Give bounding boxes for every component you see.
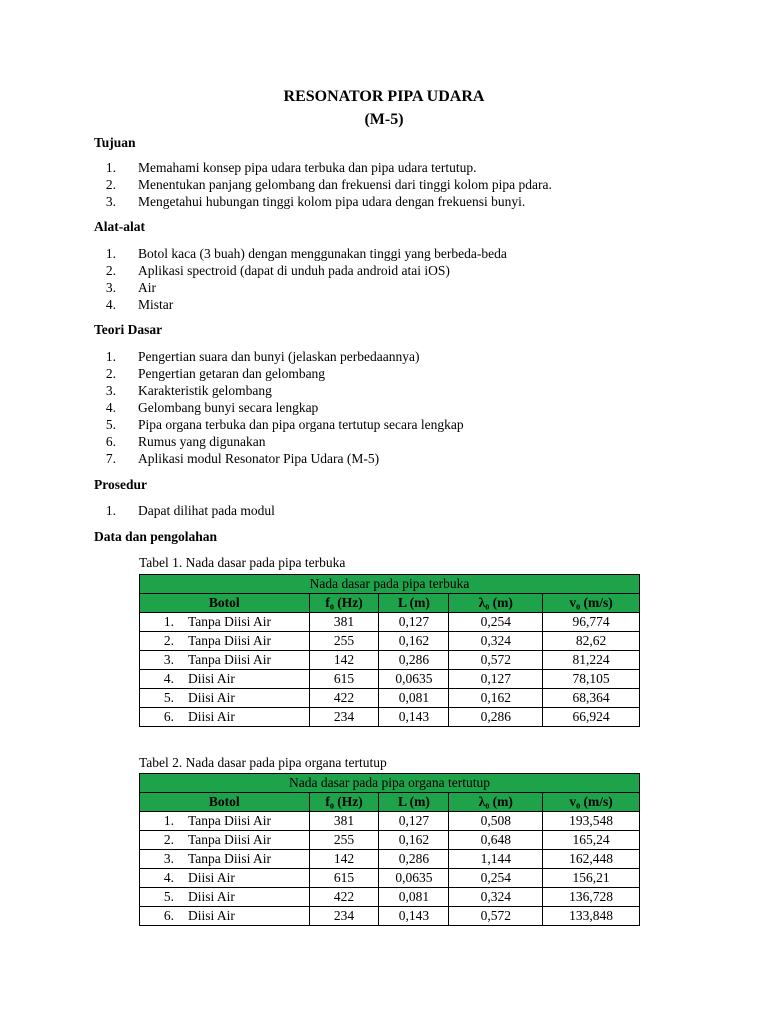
section-heading-alat: Alat-alat <box>94 219 145 234</box>
column-header: L (m) <box>379 594 449 613</box>
table1-caption: Tabel 1. Nada dasar pada pipa terbuka <box>139 555 346 570</box>
section-heading-teori: Teori Dasar <box>94 322 163 337</box>
table2 <box>139 773 640 926</box>
document-subtitle: (M-5) <box>364 111 404 128</box>
list-item: 6. Rumus yang digunakan <box>105 434 266 449</box>
list-item: 2. Menentukan panjang gelombang dan frekuensi dari tinggi kolom pipa pdara. <box>105 177 552 192</box>
list-item: 5. Pipa organa terbuka dan pipa organa tertutup secara lengkap <box>105 417 464 432</box>
list-item: 3. Karakteristik gelombang <box>105 383 272 398</box>
table-row: 5. Diisi Air 422 0,081 0,162 68,364 <box>140 689 640 708</box>
list-item: 3. Air <box>105 280 156 295</box>
section-heading-data: Data dan pengolahan <box>94 529 218 544</box>
table-row: 6. Diisi Air 234 0,143 0,286 66,924 <box>140 708 640 727</box>
table1 <box>139 574 640 727</box>
list-item: 3. Mengetahui hubungan tinggi kolom pipa udara dengan frekuensi bunyi. <box>105 194 526 209</box>
column-header: f₀ (Hz) <box>309 594 379 613</box>
column-header: v₀ (m/s) <box>543 594 640 613</box>
table-row: 2. Tanpa Diisi Air 255 0,162 0,324 82,62 <box>140 632 640 651</box>
list-item: 4. Gelombang bunyi secara lengkap <box>105 400 319 415</box>
table2-banner: Nada dasar pada pipa organa tertutup <box>140 774 640 793</box>
list-item: 1. Memahami konsep pipa udara terbuka dan pipa udara tertutup. <box>105 160 477 175</box>
list-alat <box>94 245 507 313</box>
table-row: 4. Diisi Air 615 0,0635 0,127 78,105 <box>140 670 640 689</box>
column-header: λ₀ (m) <box>449 594 543 613</box>
column-header: Botol <box>140 594 310 613</box>
column-header: L (m) <box>379 793 449 812</box>
table-row: 6. Diisi Air 234 0,143 0,572 133,848 <box>140 907 640 926</box>
column-header: v₀ (m/s) <box>543 793 640 812</box>
table-row: 3. Tanpa Diisi Air 142 0,286 0,572 81,224 <box>140 651 640 670</box>
list-tujuan <box>94 159 552 210</box>
column-header: λ₀ (m) <box>449 793 543 812</box>
list-item: 2. Aplikasi spectroid (dapat di unduh pada android atai iOS) <box>105 263 450 278</box>
table-row: 2. Tanpa Diisi Air 255 0,162 0,648 165,24 <box>140 831 640 850</box>
list-item: 4. Mistar <box>105 297 174 312</box>
list-item: 1. Botol kaca (3 buah) dengan menggunakan tinggi yang berbeda-beda <box>105 246 507 261</box>
list-item: 2. Pengertian getaran dan gelombang <box>105 366 326 381</box>
table2-caption: Tabel 2. Nada dasar pada pipa organa tertutup <box>139 755 387 770</box>
table-row: 1. Tanpa Diisi Air 381 0,127 0,508 193,548 <box>140 812 640 831</box>
list-prosedur <box>94 502 275 519</box>
table-row: 4. Diisi Air 615 0,0635 0,254 156,21 <box>140 869 640 888</box>
table-row: 3. Tanpa Diisi Air 142 0,286 1,144 162,448 <box>140 850 640 869</box>
document-title: RESONATOR PIPA UDARA <box>283 88 485 105</box>
list-item: 7. Aplikasi modul Resonator Pipa Udara (M-5) <box>105 451 380 466</box>
section-heading-prosedur: Prosedur <box>94 477 147 492</box>
table-row: 5. Diisi Air 422 0,081 0,324 136,728 <box>140 888 640 907</box>
table-row: 1. Tanpa Diisi Air 381 0,127 0,254 96,774 <box>140 613 640 632</box>
column-header: f₀ (Hz) <box>309 793 379 812</box>
list-teori <box>94 348 464 467</box>
table1-banner: Nada dasar pada pipa terbuka <box>140 575 640 594</box>
column-header: Botol <box>140 793 310 812</box>
list-item: 1. Dapat dilihat pada modul <box>105 503 275 518</box>
list-item: 1. Pengertian suara dan bunyi (jelaskan perbedaannya) <box>105 349 420 364</box>
section-heading-tujuan: Tujuan <box>94 135 136 150</box>
